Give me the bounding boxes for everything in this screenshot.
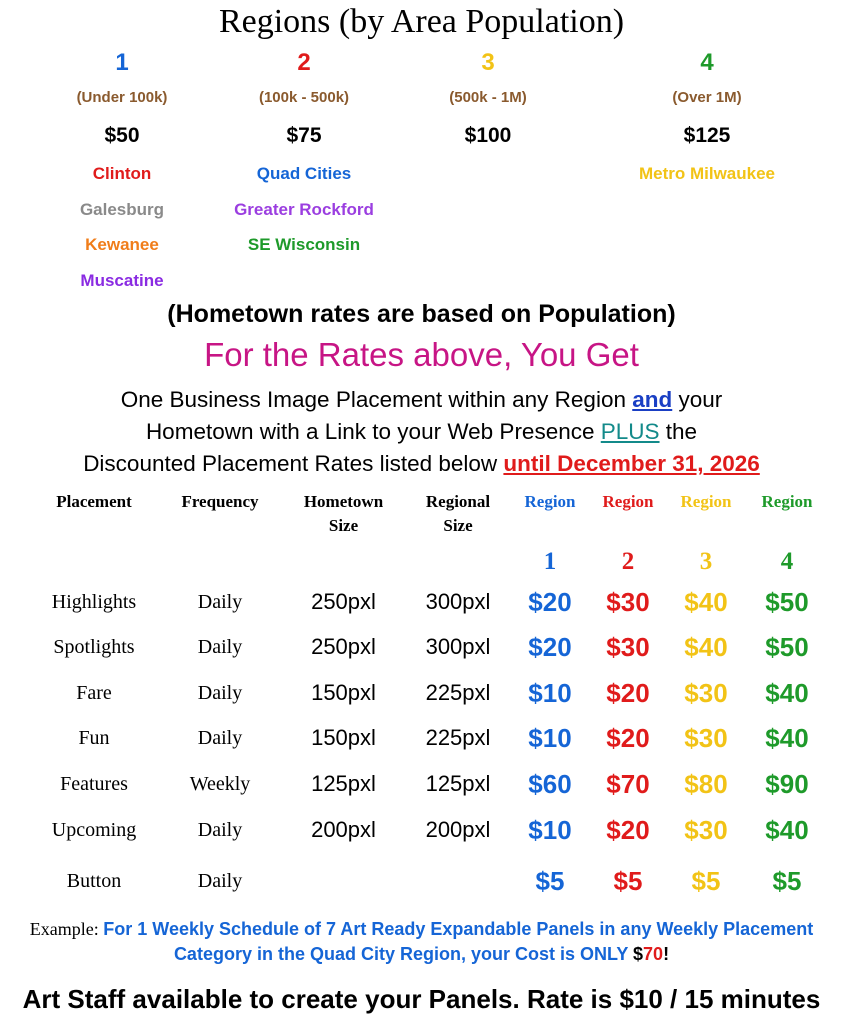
header-regional-size: Regional Size: [425, 492, 491, 535]
cell-frequency: Daily: [197, 636, 243, 658]
cell-price-region-1: $10: [528, 815, 572, 845]
cell-price-region-1: $20: [528, 587, 572, 617]
header-region-number: 3: [699, 548, 713, 575]
cell-hometown-size: 200pxl: [311, 817, 376, 842]
region-number: 2: [297, 49, 311, 76]
region-price: $125: [683, 124, 731, 147]
cell-price-region-2: $20: [606, 815, 650, 845]
cell-price-region-3: $5: [691, 866, 721, 896]
example-cost-symbol: $: [633, 944, 644, 964]
cell-price-region-2: $20: [606, 723, 650, 753]
cell-regional-size: 300pxl: [425, 589, 491, 614]
cell-placement: Button: [66, 870, 122, 892]
region-number: 1: [115, 49, 129, 76]
cell-placement: Fare: [76, 682, 112, 704]
region-column-1: [22, 46, 222, 298]
cell-price-region-2: $20: [606, 678, 650, 708]
region-city: Galesburg: [79, 199, 165, 219]
cell-regional-size: 300pxl: [425, 634, 491, 659]
cell-price-region-4: $90: [765, 769, 809, 799]
header-region-number: 2: [621, 548, 635, 575]
offer-text-part: your: [672, 387, 723, 412]
cell-hometown-size: 250pxl: [311, 589, 376, 614]
cell-hometown-size: 125pxl: [311, 771, 376, 796]
cell-placement: Spotlights: [53, 636, 135, 658]
cell-price-region-4: $40: [765, 678, 809, 708]
table-row: [0, 764, 843, 804]
region-number: 4: [700, 49, 714, 76]
art-staff-note: Art Staff available to create your Panels. Rate is $10 / 15 minutes: [22, 984, 821, 1014]
region-range: (500k - 1M): [449, 89, 527, 106]
example-cost-value: 70: [643, 944, 664, 964]
cell-price-region-3: $40: [684, 587, 728, 617]
cell-price-region-1: $10: [528, 678, 572, 708]
header-region-4: Region: [761, 492, 813, 511]
region-city: Kewanee: [85, 235, 159, 254]
example-lead: Example:: [29, 919, 104, 939]
cell-price-region-1: $60: [528, 769, 572, 799]
cell-hometown-size: 150pxl: [311, 725, 376, 750]
cell-frequency: Daily: [197, 870, 243, 892]
table-row: [0, 627, 843, 667]
region-city: Greater Rockford: [234, 199, 374, 219]
cell-price-region-2: $5: [613, 866, 643, 896]
cell-price-region-2: $70: [606, 769, 650, 799]
region-city: Muscatine: [80, 270, 164, 290]
cell-frequency: Daily: [197, 727, 243, 749]
cell-regional-size: 200pxl: [425, 817, 491, 842]
offer-text: [20, 384, 823, 480]
page-title: Regions (by Area Population): [218, 3, 625, 40]
cell-price-region-4: $5: [772, 866, 802, 896]
offer-text-part: Hometown with a Link to your Web Presence: [145, 419, 601, 444]
cell-price-region-4: $40: [765, 815, 809, 845]
table-row: [0, 861, 843, 901]
offer-text-part: the: [659, 419, 698, 444]
cell-placement: Highlights: [51, 591, 137, 613]
region-city: SE Wisconsin: [247, 235, 361, 254]
table-row: [0, 810, 843, 850]
header-region-number: 4: [780, 548, 794, 575]
header-region-number: 1: [543, 548, 557, 575]
region-price: $75: [286, 124, 322, 147]
offer-text-part: Discounted Placement Rates listed below: [83, 451, 504, 476]
offer-deadline: until December 31, 2026: [503, 451, 760, 476]
header-region-3: Region: [680, 492, 732, 511]
region-price: $50: [104, 124, 140, 147]
region-number: 3: [481, 49, 495, 76]
header-placement: Placement: [56, 492, 132, 511]
cell-price-region-3: $80: [684, 769, 728, 799]
table-row: [0, 718, 843, 758]
cell-frequency: Daily: [197, 591, 243, 613]
region-column-2: [204, 46, 404, 263]
region-city: Metro Milwaukee: [638, 164, 776, 183]
cell-regional-size: 225pxl: [425, 725, 491, 750]
cell-price-region-1: $10: [528, 723, 572, 753]
cell-price-region-4: $50: [765, 587, 809, 617]
example-body: For 1 Weekly Schedule of 7 Art Ready Expandable Panels in any Weekly Placement Category in the Quad City Region, your Cost is ONLY: [103, 919, 814, 964]
region-column-4: [607, 46, 807, 192]
cell-hometown-size: 150pxl: [311, 680, 376, 705]
hometown-note: (Hometown rates are based on Population): [167, 300, 676, 328]
region-range: (Under 100k): [76, 89, 168, 106]
region-price: $100: [464, 124, 512, 147]
cell-price-region-3: $40: [684, 632, 728, 662]
offer-text-part: One Business Image Placement within any Region: [120, 387, 633, 412]
header-region-1: Region: [524, 492, 576, 511]
table-row: [0, 582, 843, 622]
cell-placement: Fun: [78, 727, 110, 749]
cell-hometown-size: 250pxl: [311, 634, 376, 659]
cell-frequency: Daily: [197, 819, 243, 841]
header-frequency: Frequency: [181, 492, 259, 511]
region-city: Clinton: [92, 164, 152, 183]
header-hometown-size: Hometown Size: [303, 492, 384, 535]
region-range: (100k - 500k): [258, 89, 350, 106]
cell-frequency: Daily: [197, 682, 243, 704]
cell-price-region-3: $30: [684, 723, 728, 753]
cell-price-region-1: $5: [535, 866, 565, 896]
cell-price-region-2: $30: [606, 587, 650, 617]
cell-frequency: Weekly: [189, 773, 251, 795]
cell-price-region-3: $30: [684, 815, 728, 845]
region-city: Quad Cities: [256, 164, 352, 183]
cell-regional-size: 125pxl: [425, 771, 491, 796]
region-column-3: [388, 46, 588, 156]
cell-price-region-1: $20: [528, 632, 572, 662]
example-note: [10, 917, 833, 967]
cell-placement: Features: [60, 773, 128, 795]
cell-placement: Upcoming: [51, 819, 137, 841]
cell-price-region-2: $30: [606, 632, 650, 662]
region-range: (Over 1M): [672, 89, 742, 106]
cell-regional-size: 225pxl: [425, 680, 491, 705]
cell-price-region-3: $30: [684, 678, 728, 708]
example-end: !: [663, 944, 670, 964]
offer-and: and: [632, 387, 673, 412]
offer-plus: PLUS: [600, 419, 660, 444]
cell-price-region-4: $50: [765, 632, 809, 662]
table-row: [0, 673, 843, 713]
cell-price-region-4: $40: [765, 723, 809, 753]
rates-heading: For the Rates above, You Get: [204, 336, 639, 373]
header-region-2: Region: [602, 492, 654, 511]
